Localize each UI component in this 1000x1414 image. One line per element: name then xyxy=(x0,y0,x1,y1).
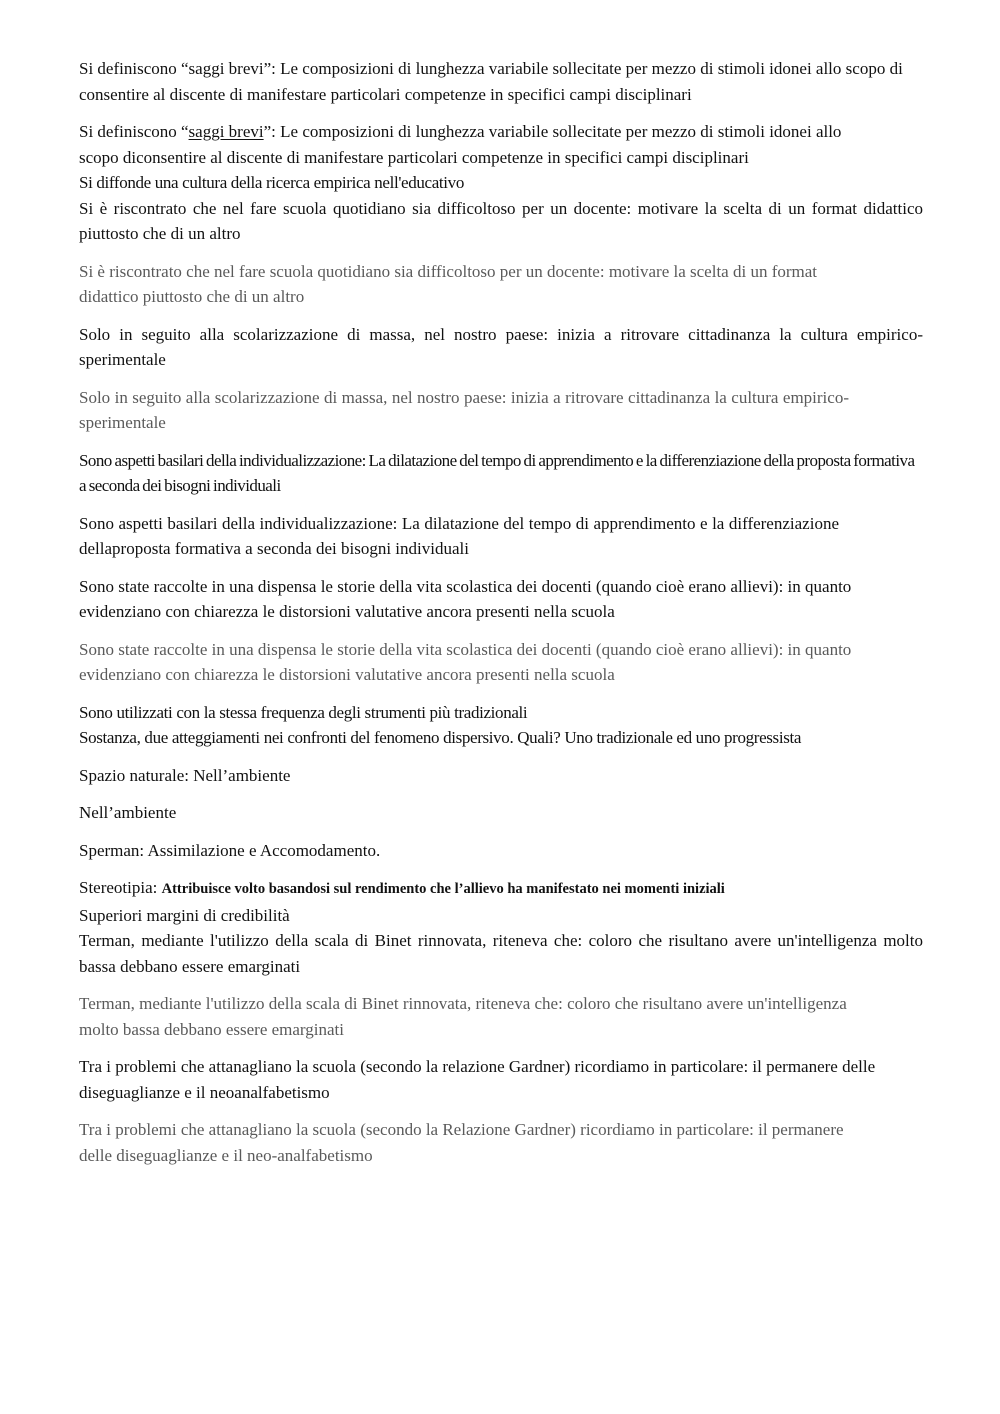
paragraph-2 xyxy=(79,119,859,170)
paragraph-8: Sono aspetti basilari della individualizzazione: La dilatazione del tempo di apprendimento e la differenziazione della proposta formativa a seconda dei bisogni individuali xyxy=(79,450,915,495)
paragraph-11: Sono state raccolte in una dispensa le storie della vita scolastica dei docenti (quando cioè erano allievi): in quanto evidenziano con chiarezza le distorsioni valutative ancora presenti nella scuola xyxy=(79,639,852,684)
paragraph-2-pre: Si definiscono “ xyxy=(79,122,189,141)
paragraph-18: Superiori margini di credibilità xyxy=(79,905,290,925)
paragraph-9: Sono aspetti basilari della individualizzazione: La dilatazione del tempo di apprendimento e la differenziazione dellaproposta formativa a seconda dei bisogni individuali xyxy=(79,513,839,558)
paragraph-22: Tra i problemi che attanagliano la scuola (secondo la Relazione Gardner) ricordiamo in particolare: il permanere delle diseguaglianze e il neo-analfabetismo xyxy=(79,1120,844,1165)
paragraph-17 xyxy=(79,875,923,903)
paragraph-4: Si è riscontrato che nel fare scuola quotidiano sia difficoltoso per un docente: motivare la scelta di un format didattico piuttosto che di un altro xyxy=(79,198,923,243)
paragraph-7: Solo in seguito alla scolarizzazione di massa, nel nostro paese: inizia a ritrovare cittadinanza la cultura empirico- sperimentale xyxy=(79,387,849,432)
document-page xyxy=(79,56,923,1168)
stereotipia-label: Stereotipia: xyxy=(79,878,162,897)
paragraph-15: Nell’ambiente xyxy=(79,803,177,822)
stereotipia-definition: Attribuisce volto basandosi sul rendimento che l’allievo ha manifestato nei momenti iniziali xyxy=(161,881,725,897)
paragraph-6: Solo in seguito alla scolarizzazione di massa, nel nostro paese: inizia a ritrovare cittadinanza la cultura empirico- sperimentale xyxy=(79,324,923,369)
paragraph-16: Sperman: Assimilazione e Accomodamento. xyxy=(79,840,381,860)
paragraph-12: Sono utilizzati con la stessa frequenza degli strumenti più tradizionali xyxy=(79,702,528,722)
paragraph-3: Si diffonde una cultura della ricerca empirica nell'educativo xyxy=(79,173,464,192)
paragraph-2-post: ”: Le composizioni di lunghezza variabile sollecitate per mezzo di stimoli idonei allo scopo diconsentire al discente di manifestare particolari competenze in specifici campi disciplinari xyxy=(79,122,842,167)
paragraph-19: Terman, mediante l'utilizzo della scala di Binet rinnovata, riteneva che: coloro che risultano avere un'intelligenza molto bassa debbano essere emarginati xyxy=(79,931,923,976)
paragraph-10: Sono state raccolte in una dispensa le storie della vita scolastica dei docenti (quando cioè erano allievi): in quanto evidenziano con chiarezza le distorsioni valutative ancora presenti nella scuola xyxy=(79,576,852,621)
paragraph-13: Sostanza, due atteggiamenti nei confronti del fenomeno dispersivo. Quali? Uno tradizionale ed uno progressista xyxy=(79,728,802,747)
paragraph-14: Spazio naturale: Nell’ambiente xyxy=(79,765,291,785)
paragraph-21: Tra i problemi che attanagliano la scuola (secondo la relazione Gardner) ricordiamo in particolare: il permanere delle diseguaglianze e il neoanalfabetismo xyxy=(79,1057,876,1102)
paragraph-1: Si definiscono “saggi brevi”: Le composizioni di lunghezza variabile sollecitate per mezzo di stimoli idonei allo scopo di consentire al discente di manifestare particolari competenze in specifici campi disciplinari xyxy=(79,59,903,104)
paragraph-20: Terman, mediante l'utilizzo della scala di Binet rinnovata, riteneva che: coloro che risultano avere un'intelligenza molto bassa debbano essere emarginati xyxy=(79,994,847,1039)
underlined-term: saggi brevi xyxy=(188,122,264,141)
paragraph-5: Si è riscontrato che nel fare scuola quotidiano sia difficoltoso per un docente: motivare la scelta di un format didattico piuttosto che di un altro xyxy=(79,261,818,306)
